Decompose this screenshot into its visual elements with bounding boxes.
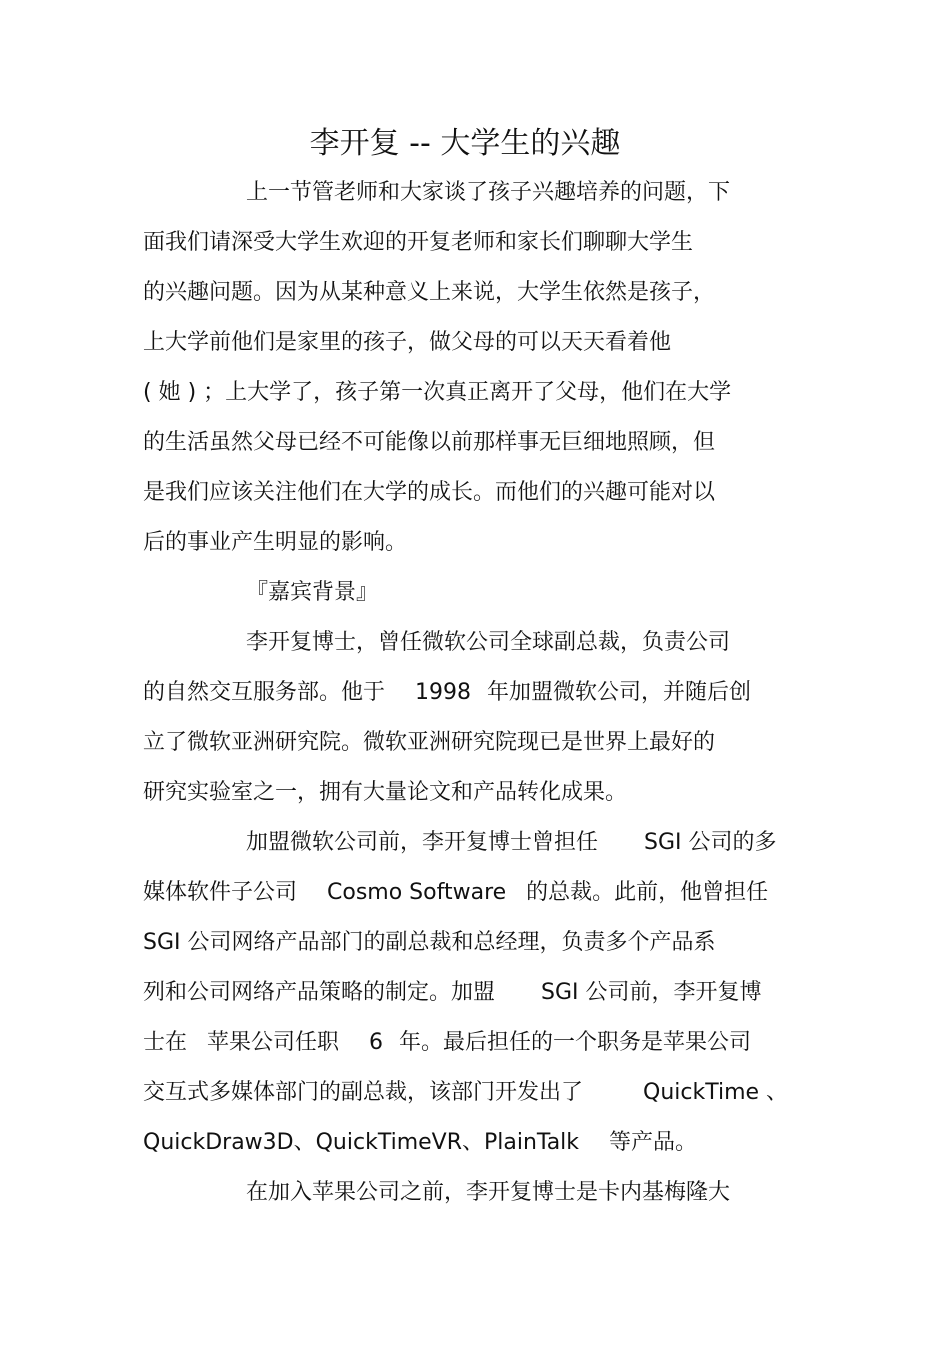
paragraph-line: 立了微软亚洲研究院。微软亚洲研究院现已是世界上最好的	[143, 730, 716, 755]
text-segment: SGI 公司前，李开复博	[541, 980, 762, 1005]
paragraph-line	[143, 878, 768, 908]
paragraph-line: 在加入苹果公司之前，李开复博士是卡内基梅隆大	[246, 1180, 731, 1205]
paragraph-line: 的生活虽然父母已经不可能像以前那样事无巨细地照顾，但	[143, 430, 716, 455]
paragraph-line: 面我们请深受大学生欢迎的开复老师和家长们聊聊大学生	[143, 230, 694, 255]
text-segment: 6	[369, 1030, 384, 1055]
paragraph-line: 研究实验室之一，拥有大量论文和产品转化成果。	[143, 780, 628, 805]
paragraph-line	[143, 978, 762, 1008]
text-segment: 1998	[415, 680, 472, 705]
text-segment: Cosmo Software	[327, 880, 507, 905]
text-segment: 苹果公司任职	[207, 1030, 340, 1055]
paragraph-line: 是我们应该关注他们在大学的成长。而他们的兴趣可能对以	[143, 480, 716, 505]
paragraph-line	[143, 1078, 788, 1108]
text-segment: 交互式多媒体部门的副总裁，该部门开发出了	[143, 1080, 584, 1105]
paragraph-line: 上大学前他们是家里的孩子，做父母的可以天天看着他	[143, 330, 672, 355]
paragraph-line: SGI 公司网络产品部门的副总裁和总经理，负责多个产品系	[143, 930, 716, 955]
paragraph-line	[143, 678, 751, 708]
paragraph-line: ( 她 ) ；上大学了，孩子第一次真正离开了父母，他们在大学	[143, 380, 732, 405]
paragraph-line	[143, 1128, 697, 1158]
paragraph-line	[143, 1028, 751, 1058]
paragraph-line: 李开复博士，曾任微软公司全球副总裁，负责公司	[246, 630, 731, 655]
paragraph-line: 的兴趣问题。因为从某种意义上来说，大学生依然是孩子，	[143, 280, 716, 305]
text-segment: 媒体软件子公司	[143, 880, 298, 905]
text-segment: SGI 公司的多	[644, 830, 777, 855]
section-heading: 『嘉宾背景』	[246, 580, 379, 605]
text-segment: 年。最后担任的一个职务是苹果公司	[399, 1030, 752, 1055]
text-segment: QuickDraw3D、QuickTimeVR、PlainTalk	[143, 1130, 580, 1155]
text-segment: 年加盟微软公司，并随后创	[487, 680, 752, 705]
text-segment: 列和公司网络产品策略的制定。加盟	[143, 980, 496, 1005]
text-segment: 的总裁。此前，他曾担任	[526, 880, 769, 905]
text-segment: 等产品。	[609, 1130, 698, 1155]
document-title: 李开复 -- 大学生的兴趣	[309, 126, 621, 161]
text-segment: 的自然交互服务部。他于	[143, 680, 386, 705]
paragraph-line: 上一节管老师和大家谈了孩子兴趣培养的问题，下	[246, 180, 731, 205]
paragraph-line	[246, 828, 777, 858]
text-segment: QuickTime 、	[643, 1080, 789, 1105]
text-segment: 士在	[143, 1030, 188, 1055]
text-segment: 加盟微软公司前，李开复博士曾担任	[246, 830, 599, 855]
paragraph-line: 后的事业产生明显的影响。	[143, 530, 408, 555]
